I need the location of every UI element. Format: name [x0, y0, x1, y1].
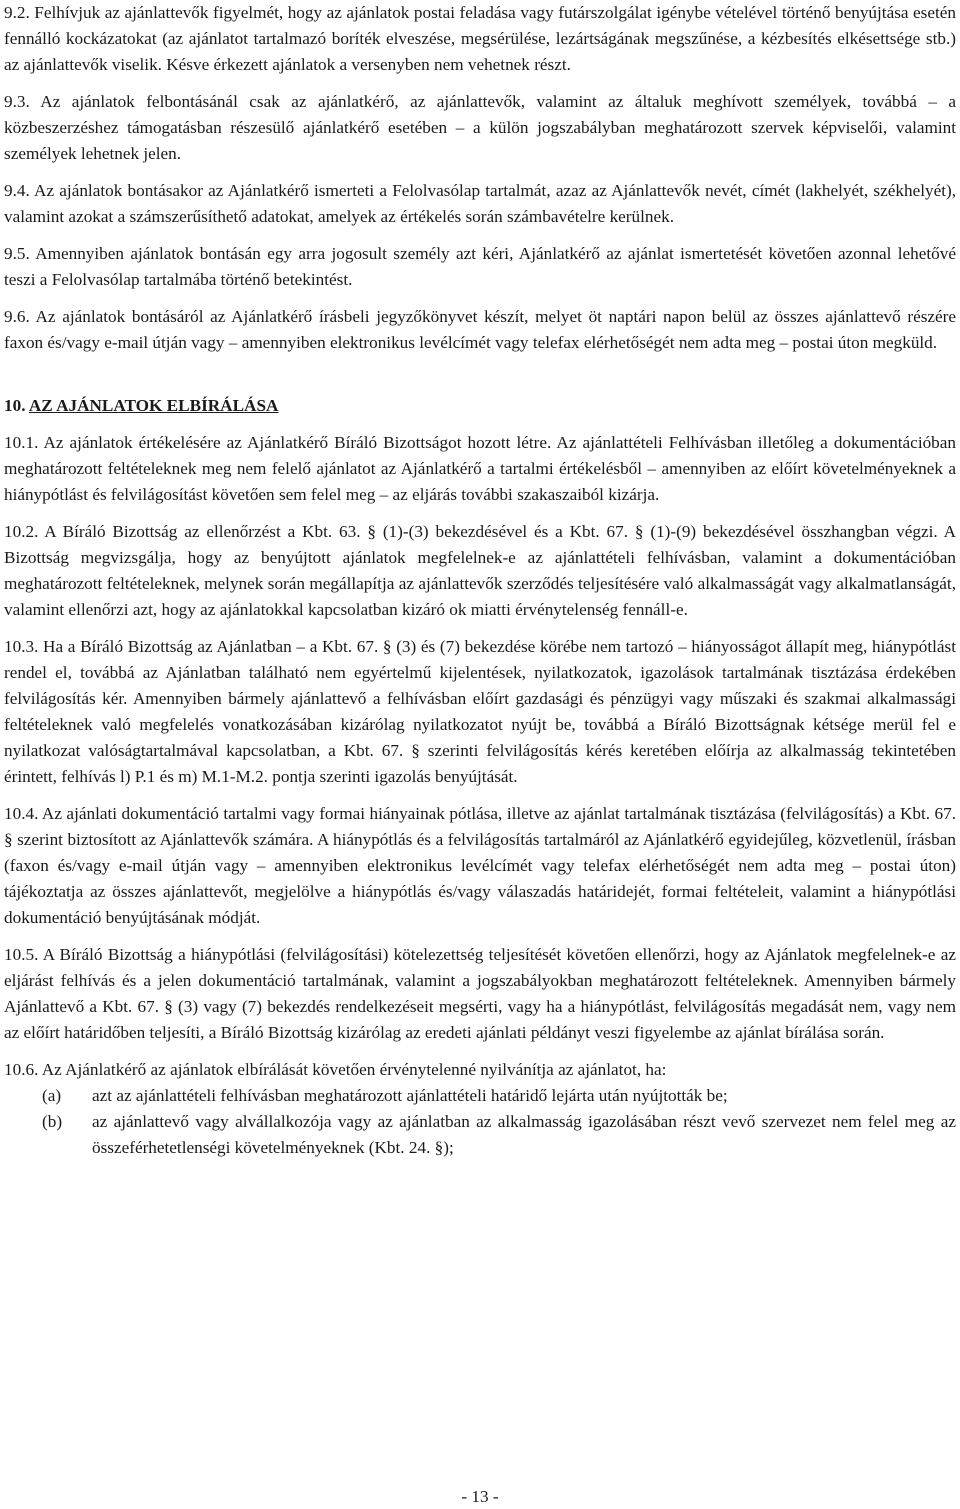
list-item-text: azt az ajánlattételi felhívásban meghatározott ajánlattételi határidő lejárta után nyújtották be;	[92, 1086, 728, 1105]
document-page	[4, 0, 956, 1161]
section-number: 10.	[4, 396, 26, 415]
list-item	[4, 1109, 956, 1161]
list-marker: (b)	[42, 1112, 63, 1131]
paragraph-10-3: 10.3. Ha a Bíráló Bizottság az Ajánlatban – a Kbt. 67. § (3) és (7) bekezdése körébe nem tartozó – hiányosságot állapít meg, hiánypótlást rendel el, továbbá az Ajánlatban található nem egyértelmű kijelentések, nyilatkozatok, igazolások tartalmának tisztázása érdekében felvilágosítás kér. Amennyiben bármely ajánlattevő a felhívásban előírt gazdasági és pénzügyi vagy műszaki és szakmai alkalmassági feltételeknek való megfelelés vonatkozásában kizárólag nyilatkozatot nyújt be, továbbá a Bíráló Bizottságnak kétsége merül fel e nyilatkozat valóságtartalmával kapcsolatban, a Kbt. 67. § szerinti felvilágosítás kérés keretében előírja az alkalmasság tekintetében érintett, felhívás l) P.1 és m) M.1-M.2. pontja szerinti igazolás benyújtását.	[4, 637, 956, 786]
paragraph-10-5: 10.5. A Bíráló Bizottság a hiánypótlási (felvilágosítási) kötelezettség teljesítését követően ellenőrzi, hogy az Ajánlatok megfelelnek-e az eljárást felhívás és a jelen dokumentáció tartalmának, valamint a jogszabályokban meghatározott feltételeknek. Amennyiben bármely Ajánlattevő a Kbt. 67. § (3) vagy (7) bekezdés rendelkezéseit megsérti, vagy ha a hiánypótlást, felvilágosítás megadását nem, vagy nem az előírt határidőben teljesíti, a Bíráló Bizottság kizárólag az eredeti ajánlati példányt veszi figyelembe az ajánlat bírálása során.	[4, 945, 956, 1042]
list-item	[4, 1083, 956, 1109]
list-marker: (a)	[42, 1086, 62, 1105]
paragraph-9-3: 9.3. Az ajánlatok felbontásánál csak az ajánlatkérő, az ajánlattevők, valamint az általuk meghívott személyek, továbbá – a közbeszerzéshez támogatásban részesülő ajánlatkérő esetében – a külön jogszabályban meghatározott szervek képviselői, valamint személyek lehetnek jelen.	[4, 92, 956, 163]
paragraph-9-4: 9.4. Az ajánlatok bontásakor az Ajánlatkérő ismerteti a Felolvasólap tartalmát, azaz az Ajánlattevők nevét, címét (lakhelyét, székhelyét), valamint azokat a számszerűsíthető adatokat, amelyek az értékelés során számbavételre kerülnek.	[4, 181, 956, 226]
page-number: - 13 -	[461, 1487, 499, 1506]
paragraph-10-4: 10.4. Az ajánlati dokumentáció tartalmi vagy formai hiányainak pótlása, illetve az ajánlat tartalmának tisztázása (felvilágosítás) a Kbt. 67. § szerint biztosított az Ajánlattevők számára. A hiánypótlás és a felvilágosítás tartalmáról az Ajánlatkérő egyidejűleg, közvetlenül, írásban (faxon és/vagy e-mail útján vagy – amennyiben elektronikus levélcímét vagy telefax elérhetőségét nem adta meg – postai úton) tájékoztatja az összes ajánlattevőt, megjelölve a hiánypótlás és/vagy válaszadás határidejét, formai feltételeit, valamint a hiánypótlási dokumentáció benyújtásának módját.	[4, 804, 956, 927]
paragraph-10-2: 10.2. A Bíráló Bizottság az ellenőrzést a Kbt. 63. § (1)-(3) bekezdésével és a Kbt. 67. § (1)-(9) bekezdésével összhangban végzi. A Bizottság megvizsgálja, hogy az benyújtott ajánlatok megfelelnek-e az ajánlattételi felhívásban, valamint a dokumentációban meghatározott feltételeknek, melynek során megállapítja az ajánlattevők szerződés teljesítésére való alkalmasságát vagy alkalmatlanságát, valamint ellenőrzi azt, hogy az ajánlatokkal kapcsolatban kizáró ok miatti érvénytelenség fennáll-e.	[4, 522, 956, 619]
paragraph-10-1: 10.1. Az ajánlatok értékelésére az Ajánlatkérő Bíráló Bizottságot hozott létre. Az ajánlattételi Felhívásban illetőleg a dokumentációban meghatározott feltételeknek meg nem felelő ajánlatot az Ajánlatkérő a tartalmi értékelésből – amennyiben az előírt követelményeknek a hiánypótlást és felvilágosítást követően sem felel meg – az eljárás további szakaszaiból kizárja.	[4, 433, 956, 504]
list	[4, 1083, 956, 1161]
section-title: AZ AJÁNLATOK ELBÍRÁLÁSA	[28, 396, 279, 415]
paragraph-9-5: 9.5. Amennyiben ajánlatok bontásán egy arra jogosult személy azt kéri, Ajánlatkérő az ajánlat ismertetését követően azonnal lehetővé teszi a Felolvasólap tartalmába történő betekintést.	[4, 244, 956, 289]
paragraph-10-6: 10.6. Az Ajánlatkérő az ajánlatok elbírálását követően érvénytelenné nyilvánítja az ajánlatot, ha:	[4, 1060, 667, 1079]
section-heading	[4, 393, 956, 419]
paragraph-9-6: 9.6. Az ajánlatok bontásáról az Ajánlatkérő írásbeli jegyzőkönyvet készít, melyet öt naptári napon belül az összes ajánlattevő részére faxon és/vagy e-mail útján vagy – amennyiben elektronikus levélcímét vagy telefax elérhetőségét nem adta meg – postai úton megküld.	[4, 307, 956, 352]
paragraph-9-2: 9.2. Felhívjuk az ajánlattevők figyelmét, hogy az ajánlatok postai feladása vagy futárszolgálat igénybe vételével történő benyújtása esetén fennálló kockázatokat (az ajánlatot tartalmazó boríték elveszése, megsérülése, lezártságának megszűnése, a kézbesítés elkésettsége stb.) az ajánlattevők viselik. Késve érkezett ajánlatok a versenyben nem vehetnek részt.	[4, 3, 956, 74]
list-item-text: az ajánlattevő vagy alvállalkozója vagy az ajánlatban az alkalmasság igazolásában részt vevő szervezet nem felel meg az összeférhetetlenségi követelményeknek (Kbt. 24. §);	[92, 1112, 956, 1157]
